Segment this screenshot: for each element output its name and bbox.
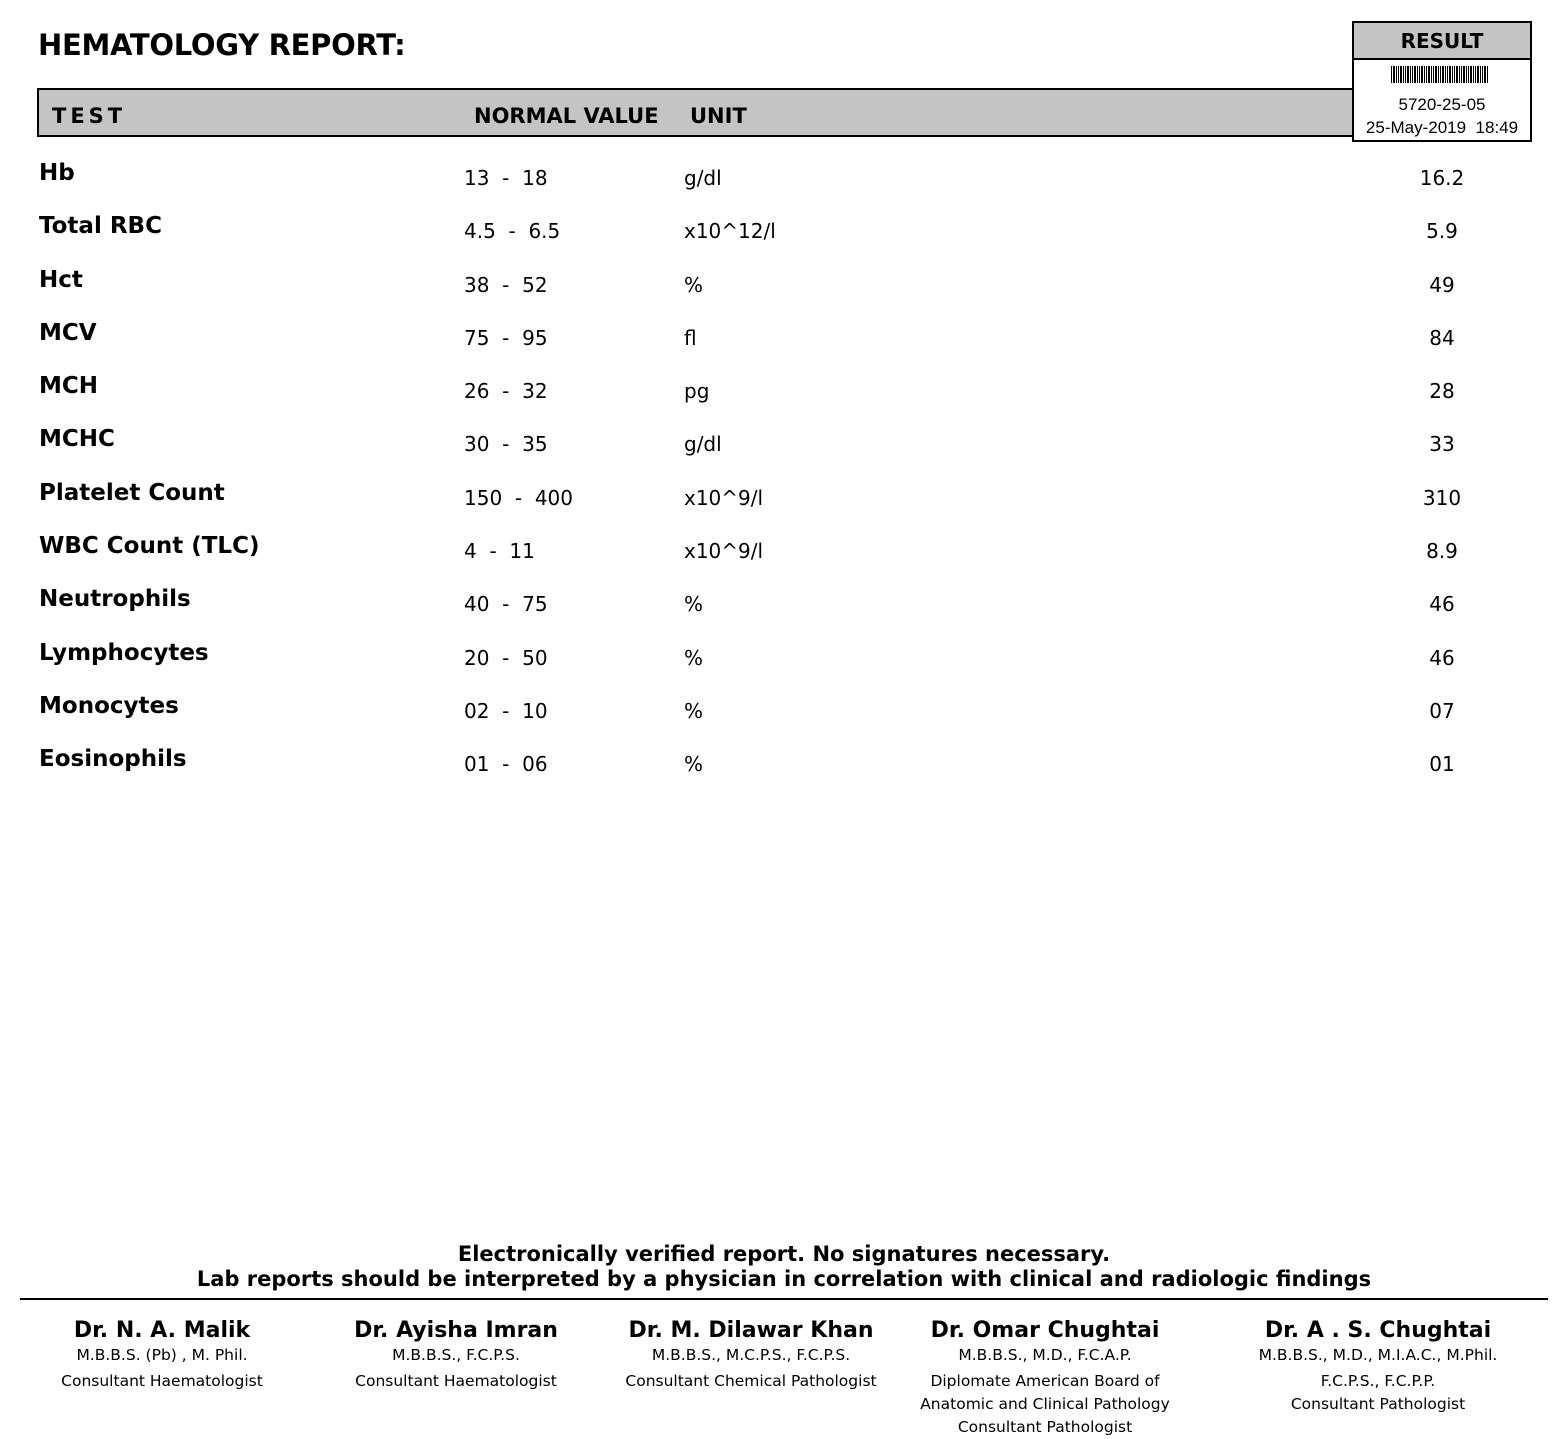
doctor-designation: Consultant Chemical Pathologist xyxy=(625,1372,877,1390)
result-value: 84 xyxy=(1429,325,1455,350)
barcode-icon xyxy=(1391,66,1489,83)
normal-range: 13 - 18 xyxy=(464,166,548,190)
result-value: 16.2 xyxy=(1419,166,1465,190)
result-value: 49 xyxy=(1429,272,1455,297)
result-value: 5.9 xyxy=(1426,219,1458,244)
unit: x10^9/l xyxy=(684,485,764,510)
result-value: 310 xyxy=(1422,485,1462,510)
normal-range: 02 - 10 xyxy=(464,698,548,723)
doctor-qualification: M.B.B.S. (Pb) , M. Phil. xyxy=(76,1346,248,1364)
unit: % xyxy=(684,592,704,617)
unit: x10^12/l xyxy=(684,219,776,244)
test-name: Eosinophils xyxy=(39,746,187,773)
test-name: Neutrophils xyxy=(39,586,191,613)
doctor-name: Dr. Omar Chughtai xyxy=(930,1318,1160,1343)
normal-range: 26 - 32 xyxy=(464,379,548,404)
doctor-name: Dr. Ayisha Imran xyxy=(354,1318,558,1343)
header-unit: UNIT xyxy=(690,104,747,128)
results-table xyxy=(0,160,1568,800)
unit: % xyxy=(684,272,704,297)
normal-range: 30 - 35 xyxy=(464,432,548,457)
header-normal-value: NORMAL VALUE xyxy=(474,104,659,128)
unit: % xyxy=(684,752,704,777)
test-name: Platelet Count xyxy=(39,479,225,506)
unit: % xyxy=(684,645,704,670)
doctor-qualification: M.B.B.S., M.D., F.C.A.P. xyxy=(958,1346,1132,1364)
table-row xyxy=(0,480,1568,533)
normal-range: 01 - 06 xyxy=(464,752,548,777)
test-name: Lymphocytes xyxy=(39,639,209,666)
table-row xyxy=(0,213,1568,266)
result-id: 5720-25-05 xyxy=(1398,95,1486,114)
unit: g/dl xyxy=(684,432,722,457)
normal-range: 4.5 - 6.5 xyxy=(464,219,561,244)
unit: x10^9/l xyxy=(684,539,764,564)
result-date: 25-May-2019 18:49 xyxy=(1365,118,1519,137)
result-value: 07 xyxy=(1429,698,1455,723)
test-name: Hb xyxy=(39,160,75,186)
doctor-name: Dr. M. Dilawar Khan xyxy=(628,1318,874,1343)
doctor-qualification: M.B.B.S., M.C.P.S., F.C.P.S. xyxy=(651,1346,851,1364)
unit: g/dl xyxy=(684,166,722,190)
doctor-designation: Consultant Pathologist xyxy=(1290,1395,1466,1413)
doctor-qualification: F.C.P.S., F.C.P.P. xyxy=(1320,1372,1436,1390)
result-value: 01 xyxy=(1429,752,1455,777)
doctor-designation: Consultant Haematologist xyxy=(355,1372,557,1390)
normal-range: 20 - 50 xyxy=(464,645,548,670)
test-name: MCV xyxy=(39,319,97,346)
table-row xyxy=(0,533,1568,586)
table-row xyxy=(0,746,1568,799)
interpretation-notice: Lab reports should be interpreted by a physician in correlation with clinical and radiologic findings xyxy=(196,1267,1372,1291)
test-name: Total RBC xyxy=(39,213,162,240)
table-row xyxy=(0,373,1568,426)
table-row xyxy=(0,426,1568,479)
doctor-as-chughtai xyxy=(1223,1318,1533,1416)
result-value: 8.9 xyxy=(1426,539,1458,564)
result-value: 46 xyxy=(1429,645,1455,670)
unit: fl xyxy=(684,325,697,350)
normal-range: 40 - 75 xyxy=(464,592,548,617)
table-row xyxy=(0,640,1568,693)
table-row xyxy=(0,267,1568,320)
test-name: WBC Count (TLC) xyxy=(39,533,260,560)
doctor-imran xyxy=(301,1318,611,1393)
table-row xyxy=(0,160,1568,213)
footer-divider xyxy=(20,1298,1548,1300)
result-value: 28 xyxy=(1429,379,1455,404)
doctor-name: Dr. N. A. Malik xyxy=(73,1318,251,1343)
doctor-khan xyxy=(596,1318,906,1393)
doctor-omar-chughtai xyxy=(890,1318,1200,1439)
result-value: 33 xyxy=(1429,432,1455,457)
doctor-qualification: Diplomate American Board of xyxy=(930,1372,1160,1390)
doctor-malik xyxy=(7,1318,317,1393)
table-row xyxy=(0,320,1568,373)
normal-range: 75 - 95 xyxy=(464,325,548,350)
normal-range: 150 - 400 xyxy=(464,485,573,510)
doctor-qualification: Anatomic and Clinical Pathology xyxy=(920,1395,1170,1413)
test-name: Monocytes xyxy=(39,692,179,719)
doctor-name: Dr. A . S. Chughtai xyxy=(1264,1318,1492,1343)
normal-range: 38 - 52 xyxy=(464,272,548,297)
report-title: HEMATOLOGY REPORT: xyxy=(38,28,406,62)
unit: % xyxy=(684,698,704,723)
doctor-qualification: M.B.B.S., F.C.P.S. xyxy=(392,1346,520,1364)
test-name: MCHC xyxy=(39,426,115,453)
doctor-designation: Consultant Haematologist xyxy=(61,1372,263,1390)
doctor-designation: Consultant Pathologist xyxy=(957,1418,1133,1436)
doctor-qualification: M.B.B.S., M.D., M.I.A.C., M.Phil. xyxy=(1258,1346,1498,1364)
unit: pg xyxy=(684,379,710,404)
test-name: Hct xyxy=(39,266,83,293)
table-row xyxy=(0,586,1568,639)
result-box xyxy=(1352,21,1532,142)
result-value: 46 xyxy=(1429,592,1455,617)
verification-notice: Electronically verified report. No signatures necessary. xyxy=(457,1242,1111,1266)
normal-range: 4 - 11 xyxy=(464,539,535,564)
table-row xyxy=(0,693,1568,746)
test-name: MCH xyxy=(39,373,99,400)
header-test: TEST xyxy=(52,104,127,128)
result-label: RESULT xyxy=(1354,23,1530,60)
